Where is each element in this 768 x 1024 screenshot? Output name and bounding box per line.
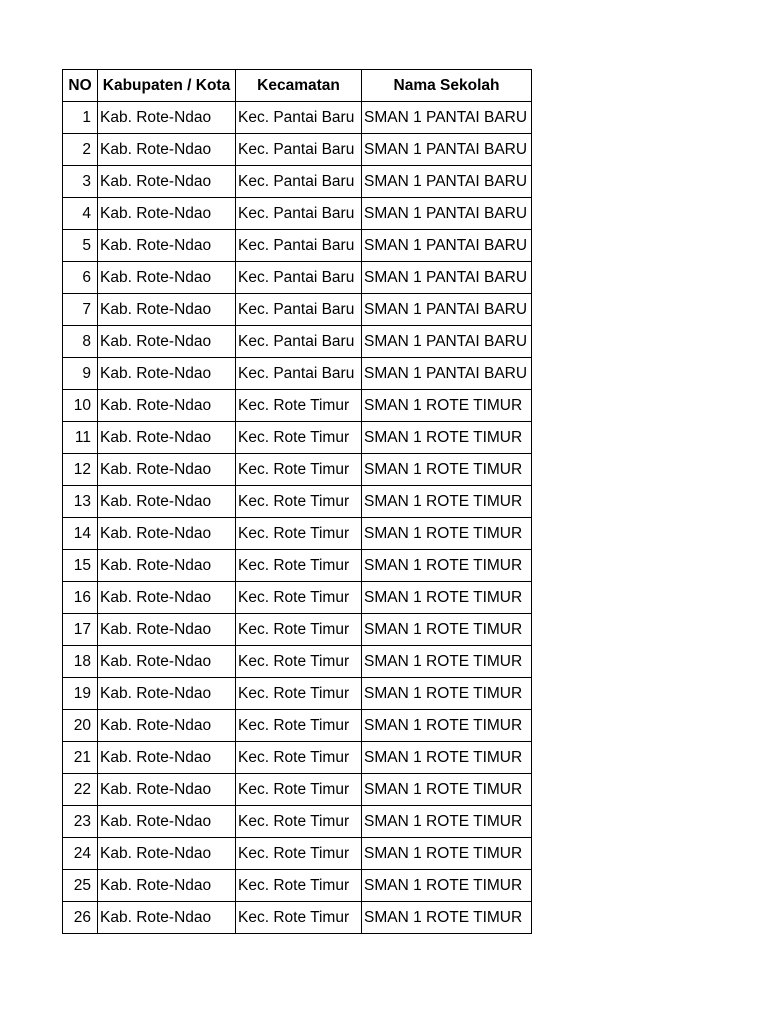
cell-nama-sekolah: SMAN 1 PANTAI BARU [362, 134, 532, 166]
table-row [63, 902, 532, 934]
table-row [63, 678, 532, 710]
cell-kecamatan: Kec. Pantai Baru [236, 230, 362, 262]
cell-kecamatan: Kec. Rote Timur [236, 454, 362, 486]
cell-kabupaten: Kab. Rote-Ndao [98, 230, 236, 262]
header-no: NO [63, 70, 98, 102]
cell-no: 7 [63, 294, 98, 326]
table-row [63, 838, 532, 870]
table-row [63, 166, 532, 198]
cell-kecamatan: Kec. Rote Timur [236, 838, 362, 870]
cell-nama-sekolah: SMAN 1 ROTE TIMUR [362, 486, 532, 518]
table-row [63, 550, 532, 582]
cell-kecamatan: Kec. Rote Timur [236, 518, 362, 550]
cell-nama-sekolah: SMAN 1 ROTE TIMUR [362, 742, 532, 774]
cell-kabupaten: Kab. Rote-Ndao [98, 166, 236, 198]
cell-nama-sekolah: SMAN 1 PANTAI BARU [362, 294, 532, 326]
cell-kabupaten: Kab. Rote-Ndao [98, 486, 236, 518]
cell-kecamatan: Kec. Rote Timur [236, 774, 362, 806]
table-row [63, 262, 532, 294]
cell-no: 13 [63, 486, 98, 518]
cell-nama-sekolah: SMAN 1 PANTAI BARU [362, 358, 532, 390]
cell-no: 17 [63, 614, 98, 646]
table-body [63, 102, 532, 934]
cell-kecamatan: Kec. Pantai Baru [236, 294, 362, 326]
table-row [63, 230, 532, 262]
cell-kecamatan: Kec. Rote Timur [236, 422, 362, 454]
table-row [63, 646, 532, 678]
cell-nama-sekolah: SMAN 1 ROTE TIMUR [362, 678, 532, 710]
cell-kabupaten: Kab. Rote-Ndao [98, 326, 236, 358]
cell-kabupaten: Kab. Rote-Ndao [98, 902, 236, 934]
cell-kabupaten: Kab. Rote-Ndao [98, 262, 236, 294]
cell-nama-sekolah: SMAN 1 ROTE TIMUR [362, 806, 532, 838]
table-row [63, 454, 532, 486]
cell-kecamatan: Kec. Pantai Baru [236, 326, 362, 358]
cell-kecamatan: Kec. Rote Timur [236, 902, 362, 934]
table-row [63, 390, 532, 422]
cell-no: 12 [63, 454, 98, 486]
cell-nama-sekolah: SMAN 1 ROTE TIMUR [362, 902, 532, 934]
cell-kecamatan: Kec. Pantai Baru [236, 102, 362, 134]
cell-kabupaten: Kab. Rote-Ndao [98, 806, 236, 838]
cell-kecamatan: Kec. Pantai Baru [236, 198, 362, 230]
cell-no: 3 [63, 166, 98, 198]
cell-no: 2 [63, 134, 98, 166]
cell-nama-sekolah: SMAN 1 PANTAI BARU [362, 198, 532, 230]
cell-kecamatan: Kec. Rote Timur [236, 742, 362, 774]
cell-nama-sekolah: SMAN 1 ROTE TIMUR [362, 870, 532, 902]
cell-nama-sekolah: SMAN 1 PANTAI BARU [362, 166, 532, 198]
cell-nama-sekolah: SMAN 1 ROTE TIMUR [362, 646, 532, 678]
cell-no: 26 [63, 902, 98, 934]
cell-kabupaten: Kab. Rote-Ndao [98, 358, 236, 390]
cell-kecamatan: Kec. Rote Timur [236, 678, 362, 710]
cell-kabupaten: Kab. Rote-Ndao [98, 454, 236, 486]
table-row [63, 710, 532, 742]
cell-kabupaten: Kab. Rote-Ndao [98, 710, 236, 742]
cell-kecamatan: Kec. Rote Timur [236, 486, 362, 518]
cell-kecamatan: Kec. Pantai Baru [236, 358, 362, 390]
cell-kabupaten: Kab. Rote-Ndao [98, 102, 236, 134]
cell-kabupaten: Kab. Rote-Ndao [98, 518, 236, 550]
cell-kecamatan: Kec. Rote Timur [236, 390, 362, 422]
table-row [63, 518, 532, 550]
cell-kabupaten: Kab. Rote-Ndao [98, 838, 236, 870]
table-row [63, 422, 532, 454]
cell-kabupaten: Kab. Rote-Ndao [98, 678, 236, 710]
cell-nama-sekolah: SMAN 1 ROTE TIMUR [362, 614, 532, 646]
cell-no: 6 [63, 262, 98, 294]
cell-nama-sekolah: SMAN 1 ROTE TIMUR [362, 422, 532, 454]
cell-no: 15 [63, 550, 98, 582]
cell-no: 11 [63, 422, 98, 454]
cell-kabupaten: Kab. Rote-Ndao [98, 422, 236, 454]
cell-kabupaten: Kab. Rote-Ndao [98, 134, 236, 166]
cell-no: 25 [63, 870, 98, 902]
table-row [63, 806, 532, 838]
cell-nama-sekolah: SMAN 1 ROTE TIMUR [362, 390, 532, 422]
cell-no: 24 [63, 838, 98, 870]
table-row [63, 326, 532, 358]
cell-kecamatan: Kec. Rote Timur [236, 550, 362, 582]
cell-no: 5 [63, 230, 98, 262]
cell-kabupaten: Kab. Rote-Ndao [98, 742, 236, 774]
cell-kabupaten: Kab. Rote-Ndao [98, 294, 236, 326]
cell-no: 8 [63, 326, 98, 358]
cell-kecamatan: Kec. Pantai Baru [236, 134, 362, 166]
cell-no: 4 [63, 198, 98, 230]
cell-kecamatan: Kec. Rote Timur [236, 582, 362, 614]
cell-kecamatan: Kec. Rote Timur [236, 646, 362, 678]
cell-no: 20 [63, 710, 98, 742]
cell-nama-sekolah: SMAN 1 PANTAI BARU [362, 262, 532, 294]
table-row [63, 486, 532, 518]
cell-kabupaten: Kab. Rote-Ndao [98, 550, 236, 582]
table-row [63, 102, 532, 134]
cell-nama-sekolah: SMAN 1 ROTE TIMUR [362, 710, 532, 742]
table-row [63, 870, 532, 902]
header-kecamatan: Kecamatan [236, 70, 362, 102]
cell-nama-sekolah: SMAN 1 ROTE TIMUR [362, 550, 532, 582]
cell-no: 21 [63, 742, 98, 774]
table-row [63, 134, 532, 166]
cell-kecamatan: Kec. Pantai Baru [236, 262, 362, 294]
cell-kecamatan: Kec. Rote Timur [236, 806, 362, 838]
cell-nama-sekolah: SMAN 1 PANTAI BARU [362, 230, 532, 262]
table-row [63, 614, 532, 646]
cell-no: 23 [63, 806, 98, 838]
cell-no: 14 [63, 518, 98, 550]
table-row [63, 742, 532, 774]
cell-kecamatan: Kec. Rote Timur [236, 870, 362, 902]
cell-kabupaten: Kab. Rote-Ndao [98, 582, 236, 614]
header-kabupaten: Kabupaten / Kota [98, 70, 236, 102]
cell-kabupaten: Kab. Rote-Ndao [98, 646, 236, 678]
cell-no: 16 [63, 582, 98, 614]
cell-nama-sekolah: SMAN 1 ROTE TIMUR [362, 582, 532, 614]
cell-kabupaten: Kab. Rote-Ndao [98, 774, 236, 806]
cell-no: 9 [63, 358, 98, 390]
cell-kabupaten: Kab. Rote-Ndao [98, 390, 236, 422]
table-row [63, 198, 532, 230]
cell-nama-sekolah: SMAN 1 PANTAI BARU [362, 326, 532, 358]
cell-no: 1 [63, 102, 98, 134]
cell-nama-sekolah: SMAN 1 ROTE TIMUR [362, 518, 532, 550]
header-nama-sekolah: Nama Sekolah [362, 70, 532, 102]
header-row [63, 70, 532, 102]
cell-kecamatan: Kec. Rote Timur [236, 614, 362, 646]
cell-no: 19 [63, 678, 98, 710]
cell-kecamatan: Kec. Rote Timur [236, 710, 362, 742]
cell-kecamatan: Kec. Pantai Baru [236, 166, 362, 198]
cell-nama-sekolah: SMAN 1 ROTE TIMUR [362, 774, 532, 806]
cell-nama-sekolah: SMAN 1 ROTE TIMUR [362, 838, 532, 870]
cell-kabupaten: Kab. Rote-Ndao [98, 198, 236, 230]
cell-no: 10 [63, 390, 98, 422]
table-row [63, 582, 532, 614]
table-row [63, 294, 532, 326]
cell-kabupaten: Kab. Rote-Ndao [98, 870, 236, 902]
cell-kabupaten: Kab. Rote-Ndao [98, 614, 236, 646]
cell-nama-sekolah: SMAN 1 ROTE TIMUR [362, 454, 532, 486]
cell-no: 22 [63, 774, 98, 806]
table-row [63, 358, 532, 390]
table-row [63, 774, 532, 806]
cell-nama-sekolah: SMAN 1 PANTAI BARU [362, 102, 532, 134]
cell-no: 18 [63, 646, 98, 678]
school-table [62, 69, 532, 934]
